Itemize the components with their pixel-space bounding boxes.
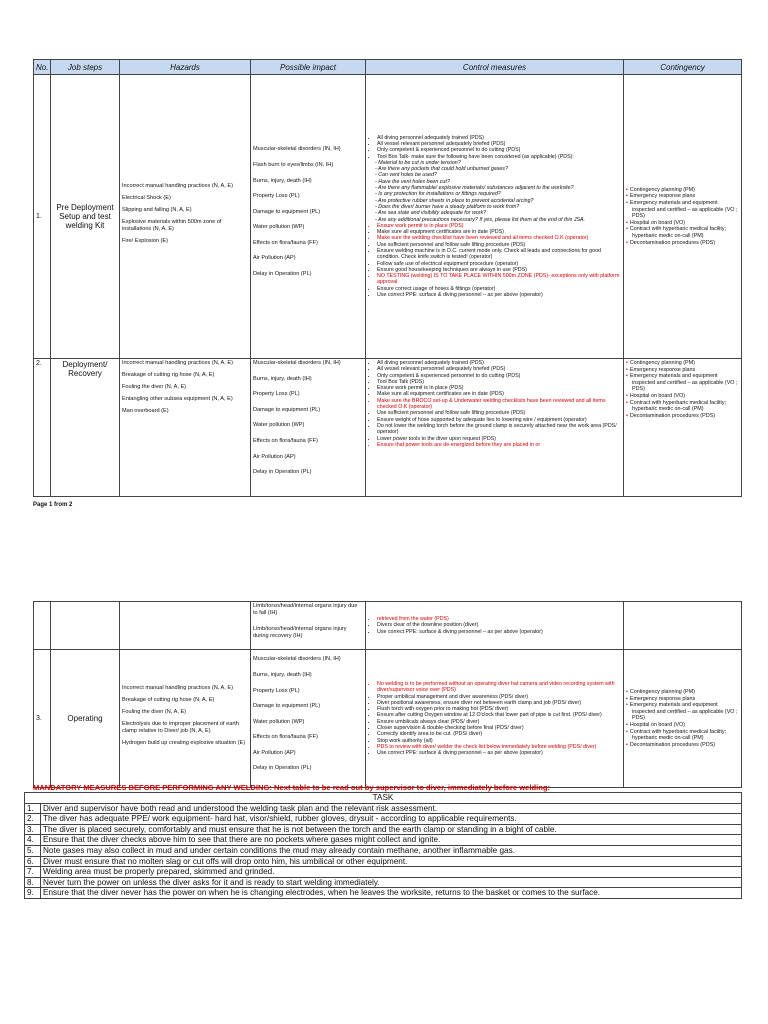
table-row (34, 75, 742, 359)
hazard-item: Entangling other subsea equipment (N, A, E) (122, 396, 233, 402)
row-number: 2. (34, 359, 51, 497)
impact-item: Delay in Operation (PL) (253, 271, 312, 278)
control-measure-item: • Use correct PPE: surface & diving personnel – as per above (operator) (377, 750, 621, 756)
task-number: 1. (25, 803, 41, 814)
hazards-cell (120, 75, 251, 359)
contingency-item: • Emergency materials and equipment inspected and certified – as applicable (VO ; PDS) (632, 373, 739, 393)
hazard-item: Fouling the diver (N, A, E) (122, 709, 187, 716)
control-measure-item: • NO TESTING (welding) IS TO TAKE PLACE WITHIN 500m ZONE (PDS)- exceptions only with platform approval (377, 273, 621, 286)
contingency-item: • Contingency planning (PM) (632, 360, 739, 367)
control-measures-cell (366, 650, 624, 788)
hazard-item: Fouling the diver (N, A, E) (122, 384, 187, 390)
control-measure-item: • Use sufficient personnel and follow safe lifting procedure (PDS) (377, 242, 621, 248)
risk-table-page2 (33, 601, 742, 788)
control-measure-item: • Use correct PPE: surface & diving personnel – as per above (operator) (377, 629, 621, 635)
job-step: Operating (51, 650, 120, 788)
hazard-item: Electrolysis due to improper placement of earth clamp relative to Diver/ job (N, A, E) (122, 721, 239, 735)
hazard-item: Incorrect manual handling practices (N, A, E) (122, 183, 233, 189)
control-measure-item: - Material to be cut is under tension? (375, 159, 461, 166)
control-measures-cell (366, 359, 624, 497)
control-measure-item: • Ensure work permit is in place (PDS) (377, 385, 621, 391)
control-measure-item: • Ensure umbilicals always clear (PDS/ diver) (377, 719, 621, 725)
impact-item: Property Loss (PL) (253, 391, 300, 398)
control-measure-item: • Tool Box Talk (PDS) (377, 379, 621, 385)
task-text: Note gases may also collect in mud and under certain conditions the mud may already contain methane, another inflammable gas. (41, 845, 742, 856)
contingency-item: • Hospital on board (VO) (632, 393, 739, 400)
control-measure-item: • Only competent & experienced personnel to do cutting (PDS) (377, 373, 621, 379)
task-header: TASK (25, 793, 742, 804)
control-measure-item: - Have the vent holes been cut? (375, 178, 450, 185)
impact-item: Effects on flora/fauna (FF) (253, 734, 318, 741)
impacts-cell (251, 359, 366, 497)
header-hazards: Hazards (120, 60, 251, 75)
impact-item: Air Pollution (AP) (253, 453, 296, 460)
header-control-measures: Control measures (366, 60, 624, 75)
impact-item: Property Loss (PL) (253, 193, 300, 200)
impact-item: Delay in Operation (PL) (253, 765, 312, 772)
task-text: Ensure that the diver never has the power on when he is changing electrodes, when he leaves the worksite, returns to the basket or comes to the surface. (41, 888, 742, 899)
control-measure-item: • Ensure weight of hose supported by adequate lies to lowering wire / equipment (operator) (377, 417, 621, 423)
impact-item: Water pollution (WP) (253, 718, 305, 725)
control-measure-item: • All diving personnel adequately trained (PDS) (377, 135, 621, 141)
contingency-item: • Emergency response plans (632, 193, 739, 200)
contingency-item: • Contract with hyperbaric medical facility; hyperbaric medic on-call (PM) (632, 729, 739, 742)
control-measure-item: • All vessel relevant personnel adequately briefed (PDS) (377, 141, 621, 147)
control-measure-item: - Does the diver/ burner have a steady platform to work from? (375, 203, 520, 210)
contingency-item: • Hospital on board (VO) (632, 220, 739, 227)
impact-item: Damage to equipment (PL) (253, 703, 321, 710)
impact-item: Effects on flora/fauna (FF) (253, 437, 318, 444)
contingency-item: • Emergency response plans (632, 367, 739, 374)
task-text: The diver is placed securely, comfortably and must ensure that he is not between the torch and the earth clamp or standing in a bight of cable. (41, 824, 742, 835)
task-text: The diver has adequate PPE/ work equipment- hard hat, visor/shield, rubber gloves, drysuit - according to applicable requirements. (41, 814, 742, 825)
contingency-item: • Decontamination procedures (PDS) (632, 240, 739, 247)
control-measure-item: • Ensure good housekeeping techniques are always in use (PDS) (377, 267, 621, 273)
task-checklist-table (24, 792, 742, 899)
task-row (25, 867, 742, 878)
control-measure-item: - Are any additional precautions necessary? If yes, please list them at the end of this JSA. (375, 216, 586, 223)
task-number: 9. (25, 888, 41, 899)
task-row (25, 803, 742, 814)
control-measure-item: • Diver positional awareness, ensure diver not between earth clamp and job (PDS/ diver) (377, 700, 621, 706)
task-text: Ensure that the diver checks above him to see that there are no pockets where gases might collect and ignite. (41, 835, 742, 846)
hazard-item: Incorrect manual handling practices (N, A, E) (122, 685, 233, 692)
impact-item: Delay in Operation (PL) (253, 469, 312, 476)
impact-item: Limb/torso/head/internal organs injury during recovery (IH) (253, 625, 347, 639)
impacts-cell (251, 650, 366, 788)
table-row (34, 359, 742, 497)
control-measure-item: • Ensure correct usage of hoses & fittings (operator) (377, 286, 621, 292)
task-text: Never turn the power on unless the diver asks for it and is ready to start welding immediately. (41, 877, 742, 888)
task-number: 5. (25, 845, 41, 856)
hazard-item: Slipping and falling (N, A, E) (122, 207, 192, 213)
control-measure-item: • All vessel relevant personnel adequately briefed (PDS) (377, 366, 621, 372)
task-row (25, 888, 742, 899)
contingency-item: • Emergency materials and equipment inspected and certified – as applicable (VO ; PDS) (632, 200, 739, 220)
impact-item: Water pollution (WP) (253, 224, 305, 231)
control-measure-item: • Lower power tools to the diver upon request (PDS) (377, 436, 621, 442)
control-measure-item: - Are sea state and visibility adequate for work? (375, 210, 487, 217)
control-measure-item: • Use sufficient personnel and follow safe lifting procedure (PDS) (377, 410, 621, 416)
table-row-continued (34, 602, 742, 650)
impacts-cell (251, 75, 366, 359)
impact-item: Burns, injury, death (IH) (253, 177, 312, 184)
contingency-item: • Decontamination procedures (PDS) (632, 742, 739, 749)
contingency-item: • Hospital on board (VO) (632, 722, 739, 729)
impact-item: Burns, injury, death (IH) (253, 671, 312, 678)
contingency-item: • Decontamination procedures (PDS) (632, 413, 739, 420)
hazard-item: Explosive materials within 500m zone of installations (N, A, E) (122, 219, 222, 232)
impacts-cell (251, 602, 366, 650)
impact-item: Muscular-skeletal disorders (IN, IH) (253, 360, 341, 366)
task-row (25, 814, 742, 825)
control-measure-item: - Is any protection for installations or fittings required? (375, 191, 501, 198)
task-text: Diver and supervisor have both read and understood the welding task plan and the relevant risk assessment. (41, 803, 742, 814)
header-possible-impact: Possible impact (251, 60, 366, 75)
control-measure-item: • Stop work authority (all) (377, 738, 621, 744)
hazard-item: Hydrogen build up creating explosive situation (E) (122, 740, 246, 747)
contingency-item: • Emergency materials and equipment inspected and certified – as applicable (VO ; PDS) (632, 702, 739, 722)
impact-item: Burns, injury, death (IH) (253, 375, 312, 382)
contingency-item: • Emergency response plans (632, 696, 739, 703)
impact-item: Muscular-skeletal disorders (IN, IH) (253, 656, 341, 663)
hazard-item: Breakage of cutting rig hose (N, A, E) (122, 697, 215, 704)
control-measure-item: • Closer supervision & double-checking before final (PDS/ diver) (377, 725, 621, 731)
control-measure-item: • PDS to review with diver/ welder the check list below immediately before welding (PDS/ diver) (377, 744, 621, 750)
impact-item: Damage to equipment (PL) (253, 208, 321, 215)
control-measures-cell (366, 75, 624, 359)
task-row (25, 845, 742, 856)
task-row (25, 824, 742, 835)
hazard-item: Man overboard (E) (122, 408, 169, 414)
mandatory-measures-heading: MANDATORY MEASURES BEFORE PERFORMING ANY WELDING: Next table to be read out by supervisor to diver, immediately before welding: (33, 783, 551, 792)
impact-item: Flash burn to eyes/limbs (IN, IH) (253, 161, 334, 168)
control-measure-item: • Do not lower the welding torch before the ground clamp is securely attached near the work area (PDS/ operator) (377, 423, 621, 436)
table-header-row (34, 60, 742, 75)
control-measure-item: • Tool Box Talk- make sure the following have been considered (as applicable) (PDS): (377, 154, 621, 160)
control-measure-item: • No welding is to be performed without an operating diver hat camera and video recording system with diver/supervisor voice over (PDS) (377, 681, 621, 694)
job-step: Deployment/ Recovery (51, 359, 120, 497)
control-measure-item: • Make sure all equipment certificates are in date (PDS) (377, 391, 621, 397)
contingency-item: • Contract with hyperbaric medical facility; hyperbaric medic on-call (PM) (632, 400, 739, 413)
contingency-item: • Contract with hyperbaric medical facility; hyperbaric medic on-call (PM) (632, 226, 739, 239)
hazard-item: Breakage of cutting rig hose (N, A, E) (122, 372, 215, 378)
control-measure-item: • Ensure welding machine is in D.C. current mode only. Check all leads and connections for good condition. Check knife switch is tested! (operator) (377, 248, 621, 261)
impact-item: Damage to equipment (PL) (253, 406, 321, 413)
control-measure-item: • Divers clear of the downline position (diver) (377, 622, 621, 628)
hazard-item: Electrical Shock (E) (122, 195, 171, 201)
task-number: 4. (25, 835, 41, 846)
row-number: 1. (34, 75, 51, 359)
contingency-cell (624, 650, 742, 788)
control-measure-item: • Follow safe use of electrical equipment procedure (operator) (377, 261, 621, 267)
control-measures-cell (366, 602, 624, 650)
row-number: 3. (34, 650, 51, 788)
page-footer: Page 1 from 2 (33, 502, 73, 508)
impact-item: Air Pollution (AP) (253, 255, 296, 262)
contingency-cell (624, 75, 742, 359)
task-row (25, 835, 742, 846)
impact-item: Effects on flora/fauna (FF) (253, 239, 318, 246)
risk-table-page1 (33, 59, 742, 497)
task-number: 2. (25, 814, 41, 825)
control-measure-item: - Are protective rubber sheets in place to prevent accidental arcing? (375, 197, 534, 204)
impact-item: Muscular-skeletal disorders (IN, IH) (253, 146, 341, 153)
job-step: Pre Deployment Setup and test welding Kit (51, 75, 120, 359)
control-measure-item: • Proper umbilical management and diver awareness (PDS/ diver) (377, 694, 621, 700)
control-measure-item: • Make sure the BROCO set-up & Underwater welding checklists have been reviewed and all items checked O.K (operator) (377, 398, 621, 411)
control-measure-item: • Only competent & experienced personnel to do cutting (PDS) (377, 147, 621, 153)
control-measure-item: • Use correct PPE: surface & diving personnel – as per above (operator) (377, 292, 621, 298)
hazard-item: Incorrect manual handling practices (N, A, E) (122, 360, 233, 366)
contingency-cell (624, 359, 742, 497)
control-measure-item: • Make sure the welding checklist have been reviewed and all items checked O.K (operator) (377, 235, 621, 241)
task-row (25, 856, 742, 867)
control-measure-item: • Make sure all equipment certificates are in date (PDS) (377, 229, 621, 235)
control-measure-item: • Ensure that power tools are de-energized before they are placed in or (377, 442, 621, 448)
control-measure-item: • Ensure work permit is in place (PDS) (377, 223, 621, 229)
contingency-item: • Contingency planning (PM) (632, 689, 739, 696)
control-measure-item: - Are there any pockets that could hold unburned gases? (375, 166, 508, 173)
hazards-cell (120, 359, 251, 497)
impact-item: Limb/torso/head/internal organs injury due to fall (IH) (253, 603, 358, 616)
task-number: 7. (25, 867, 41, 878)
header-contingency: Contingency (624, 60, 742, 75)
task-row (25, 877, 742, 888)
control-measure-item: • Correctly identify area to be cut. (PDS/ diver) (377, 731, 621, 737)
control-measure-item: • retrieved from the water (PDS) (377, 616, 621, 622)
control-measure-item: • All diving personnel adequately trained (PDS) (377, 360, 621, 366)
task-text: Welding area must be properly prepared, skimmed and grinded. (41, 867, 742, 878)
control-measure-item: - Are there any flammable/ explosive materials/ substances adjacent to the worksite? (375, 185, 574, 192)
contingency-item: • Contingency planning (PM) (632, 187, 739, 194)
task-number: 3. (25, 824, 41, 835)
task-text: Diver must ensure that no molten slag or cut offs will drop onto him, his umbilical or other equipment. (41, 856, 742, 867)
task-number: 6. (25, 856, 41, 867)
header-job-steps: Job steps (51, 60, 120, 75)
hazard-item: Fire/ Explosion (E) (122, 238, 169, 244)
table-row (34, 650, 742, 788)
header-no: No. (34, 60, 51, 75)
impact-item: Property Loss (PL) (253, 687, 300, 694)
impact-item: Water pollution (WP) (253, 422, 305, 429)
control-measure-item: • Flush torch with oxygen prior to making hot (PDS/ diver) (377, 706, 621, 712)
control-measure-item: - Can vent holes be used? (375, 172, 437, 179)
task-number: 8. (25, 877, 41, 888)
impact-item: Air Pollution (AP) (253, 749, 296, 756)
control-measure-item: • Ensure after cutting Oxygen window at 12 O'clock that lower part of pipe is cut first. (PDS/ diver) (377, 712, 621, 718)
hazards-cell (120, 650, 251, 788)
